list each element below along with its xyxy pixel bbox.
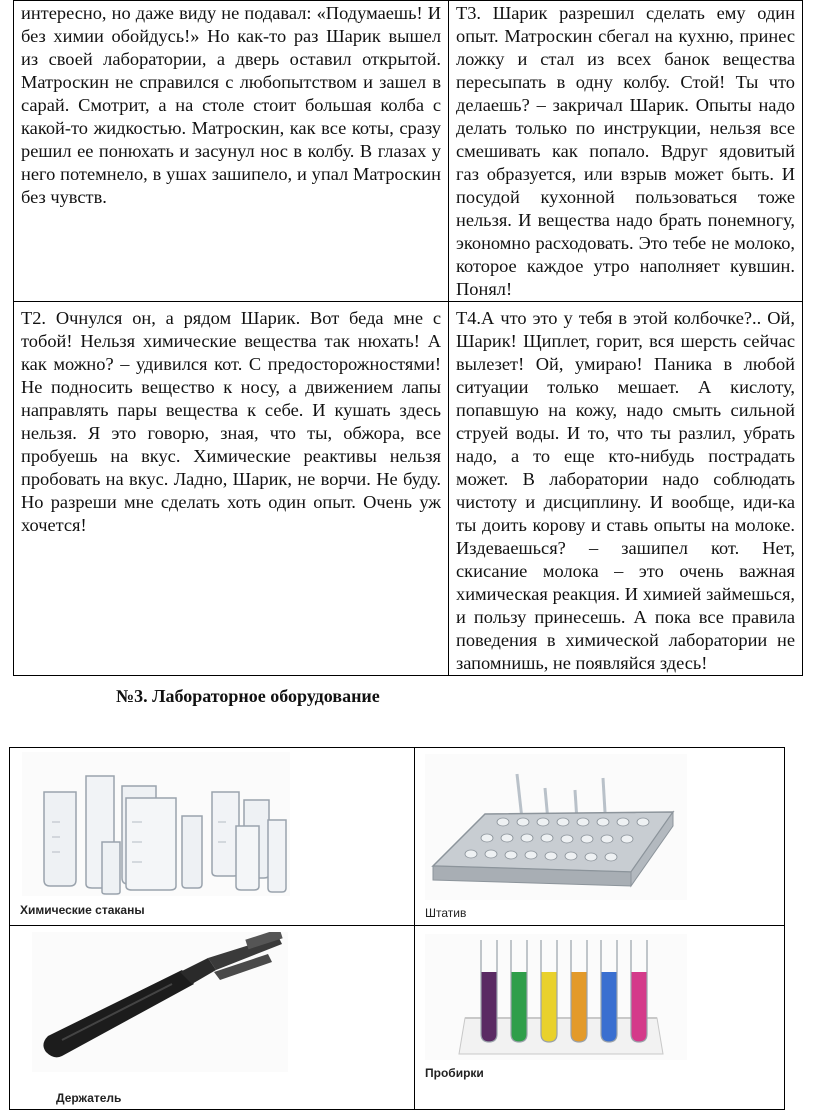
test-tube [541,940,557,1042]
test-tube [481,940,497,1042]
tube-liquid [631,972,647,1042]
story-cell-t4: Т4.А что это у тебя в этой колбочке?.. Ой, Шарик! Щиплет, горит, вся шерсть сейчас вылезет! Ой, умираю! Паника в любой ситуации только мешает. А кислоту, попавшую на кожу, надо смыть сильной струей воды. И то, что ты разлил, убрать надо, а то еще кто-нибудь пострадать может. В лаборатории надо соблюдать чистоту и дисциплину. И вообще, иди-ка ты доить корову и ставь опыты на молоке. Издеваешься? – зашипел кот. Нет, скисание молока – это очень важная химическая реакция. И химией займешься, и пользу принесешь. А пока все правила поведения в химической лаборатории не запомнишь, не появляйся здесь! [449,302,803,676]
beakers-caption: Химические стаканы [20,903,145,917]
test-tube [601,940,617,1042]
holder-caption: Держатель [56,1091,122,1105]
test-tube [511,940,527,1042]
test-tube [631,940,647,1042]
tubes-image [425,934,687,1060]
equipment-cell-rack [415,748,785,926]
rack-caption: Штатив [425,906,467,920]
equipment-cell-beakers [10,748,415,926]
equipment-cell-tubes [415,926,785,1110]
story-table [13,0,803,676]
section-title: №3. Лабораторное оборудование [116,686,380,706]
tube-liquid [571,972,587,1042]
holder-image [32,932,288,1072]
tube-liquid [541,972,557,1042]
tube-liquid [511,972,527,1042]
tube-liquid [481,972,497,1042]
tubes-caption: Пробирки [425,1066,484,1080]
equipment-table [9,747,785,1110]
tubes-drawing [425,934,687,1060]
story-cell-t3: Т3. Шарик разрешил сделать ему один опыт. Матроскин сбегал на кухню, принес ложку и стал из всех банок вещества пересыпать в одну колбу. Стой! Ты что делаешь? – закричал Шарик. Опыты надо делать только по инструкции, нельзя все смешивать как попало. Вдруг ядовитый газ образуется, или взрыв может быть. И посудой кухонной пользоваться тоже нельзя. И вещества надо брать понемногу, экономно расходовать. Это тебе не молоко, которое каждое утро наполняет кувшин. Понял! [449,1,803,302]
story-cell-t1-continued: интересно, но даже виду не подавал: «Подумаешь! И без химии обойдусь!» Но как-то раз Шарик вышел из своей лаборатории, а дверь оставил открытой. Матроскин не справился с любопытством и зашел в сарай. Смотрит, а на столе стоит большая колба с какой-то жидкостью. Матроскин, как все коты, сразу решил ее понюхать и засунул нос в колбу. В глазах у него потемнело, в ушах зашипело, и упал Матроскин без чувств. [14,1,449,302]
rack-image [425,754,687,900]
story-cell-t2: Т2. Очнулся он, а рядом Шарик. Вот беда мне с тобой! Нельзя химические вещества так нюхать! А как можно? – удивился кот. С предосторожностями! Не подносить вещество к носу, а движением лапы направлять пары вещества к себе. И кушать здесь нельзя. Я это говорю, зная, что ты, обжора, все пробуешь на вкус. Химические реактивы нельзя пробовать на вкус. Ладно, Шарик, не ворчи. Не буду. Но разреши мне сделать хоть один опыт. Очень уж хочется! [14,302,449,676]
beakers-image [22,752,290,896]
equipment-cell-holder [10,926,415,1110]
tube-liquid [601,972,617,1042]
test-tube [571,940,587,1042]
